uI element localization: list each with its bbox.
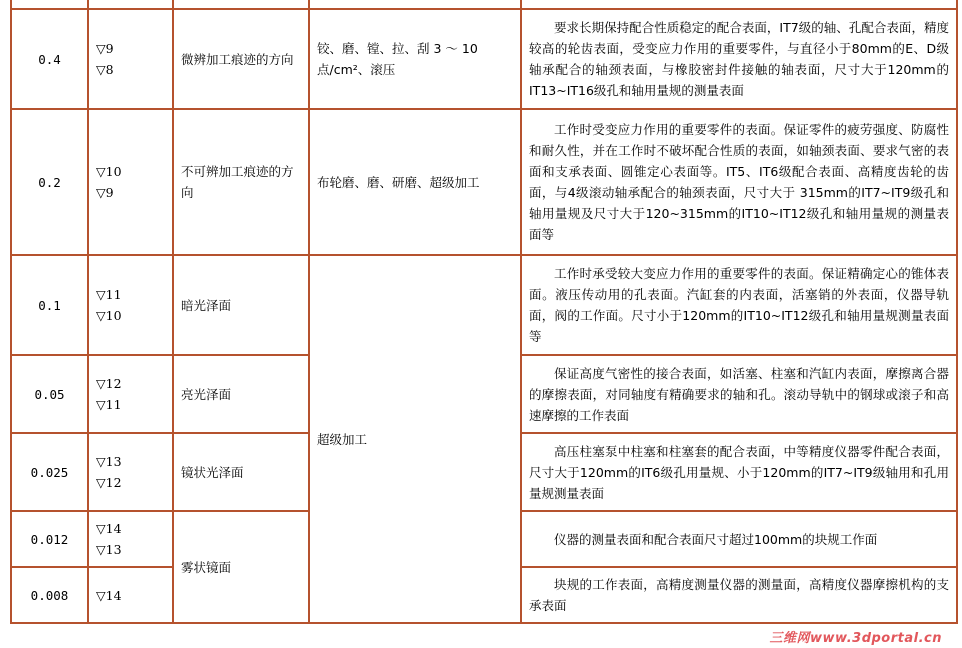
roughness-symbol-text: ▽13 [96,542,122,557]
ra-value: 0.012 [11,511,88,567]
roughness-symbol-text: ▽13 [96,454,122,469]
surface-appearance: 微辨加工痕迹的方向 [173,9,309,109]
roughness-symbol [88,511,173,567]
surface-appearance: 暗光泽面 [173,255,309,355]
application-example: 工作时受变应力作用的重要零件的表面。保证零件的疲劳强度、防腐性和耐久性，并在工作时不破坏配合性质的表面，如轴颈表面、要求气密的表面和支承表面、圆锥定心表面等。IT5、IT6级配合表面、高精度齿轮的齿面，与4级滚动轴承配合的轴颈表面，尺寸大于 315mm的IT7~IT9级孔和轴用量规及尺寸大于120~315mm的IT10~IT12级孔和轴用量规的测量表面等 [521,109,957,255]
application-example: 要求长期保持配合性质稳定的配合表面，IT7级的轴、孔配合表面，精度较高的轮齿表面，受变应力作用的重要零件，与直径小于80mm的E、D级轴承配合的轴颈表面，与橡胶密封件接触的轴表面，尺寸大于120mm的IT13~IT16级孔和轴用量规的测量表面 [521,9,957,109]
roughness-symbol-text: ▽10 [96,308,122,323]
surface-appearance: 亮光泽面 [173,355,309,433]
roughness-symbol-text: ▽9 [96,185,114,200]
roughness-symbol [88,109,173,255]
roughness-symbol-text: ▽12 [96,475,122,490]
machining-method: 铰、磨、镗、拉、刮 3 ～ 10点/cm²、滚压 [309,9,521,109]
application-example: 高压柱塞泵中柱塞和柱塞套的配合表面，中等精度仪器零件配合表面，尺寸大于120mm的IT6级孔用量规、小于120mm的IT7~IT9级轴用和孔用量规测量表面 [521,433,957,511]
roughness-table [10,0,958,624]
roughness-symbol-text: ▽11 [96,397,122,412]
surface-appearance: 不可辨加工痕迹的方向 [173,109,309,255]
ra-value: 0.05 [11,355,88,433]
watermark: 三维网www.3dportal.cn [769,631,942,646]
roughness-symbol [88,355,173,433]
roughness-symbol-text: ▽8 [96,62,114,77]
ra-value: 0.025 [11,433,88,511]
roughness-symbol-text: ▽9 [96,41,114,56]
machining-method: 布轮磨、磨、研磨、超级加工 [309,109,521,255]
roughness-symbol-text: ▽14 [96,521,122,536]
application-example: 工作时承受较大变应力作用的重要零件的表面。保证精确定心的锥体表面。液压传动用的孔表面。汽缸套的内表面，活塞销的外表面，仪器导轨面，阀的工作面。尺寸小于120mm的IT10~IT12级孔和轴用量规测量表面等 [521,255,957,355]
roughness-symbol-text: ▽12 [96,376,122,391]
application-example: 仪器的测量表面和配合表面尺寸超过100mm的块规工作面 [521,511,957,567]
roughness-symbol-text: ▽11 [96,287,122,302]
table-row [11,109,957,255]
table-row [11,9,957,109]
roughness-symbol [88,255,173,355]
application-example: 保证高度气密性的接合表面，如活塞、柱塞和汽缸内表面，摩擦离合器的摩擦表面，对同轴度有精确要求的轴和孔。滚动导轨中的钢球或滚子和高速摩擦的工作表面 [521,355,957,433]
machining-method: 超级加工 [309,255,521,623]
application-example: 块规的工作表面，高精度测量仪器的测量面，高精度仪器摩擦机构的支承表面 [521,567,957,623]
table-row [11,255,957,355]
surface-appearance: 镜状光泽面 [173,433,309,511]
roughness-symbol [88,567,173,623]
ra-value: 0.1 [11,255,88,355]
roughness-symbol [88,9,173,109]
roughness-symbol-text: ▽10 [96,164,122,179]
roughness-symbol [88,433,173,511]
ra-value: 0.2 [11,109,88,255]
surface-appearance: 雾状镜面 [173,511,309,623]
roughness-symbol-text: ▽14 [96,587,122,603]
ra-value: 0.008 [11,567,88,623]
ra-value: 0.4 [11,9,88,109]
table-row-top-partial [11,0,957,9]
